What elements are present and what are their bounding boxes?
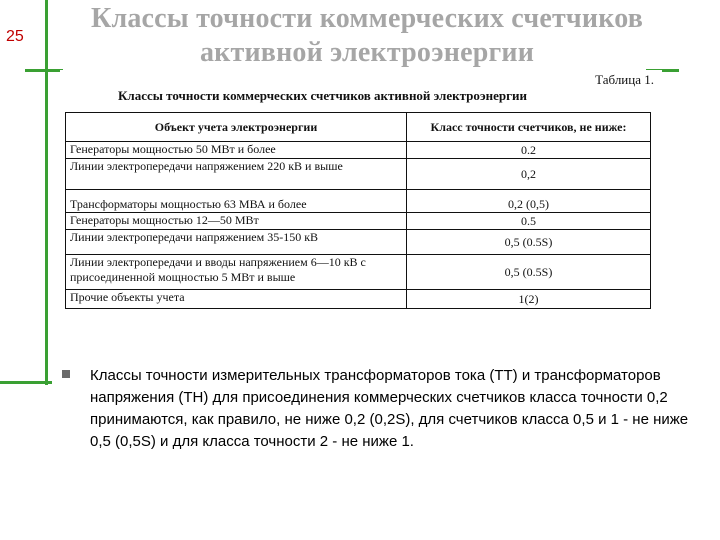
table-row bbox=[66, 159, 651, 190]
bullet-square-icon bbox=[62, 370, 70, 378]
cell-class: 0,2 (0,5) bbox=[407, 190, 651, 213]
table-row bbox=[66, 290, 651, 309]
cell-object: Линии электропередачи и вводы напряжением 6—10 кВ с присоединенной мощностью 5 МВт и выше bbox=[66, 255, 407, 290]
table-row bbox=[66, 213, 651, 230]
table-number-label: Таблица 1. bbox=[595, 72, 654, 87]
table-header-row bbox=[66, 113, 651, 142]
slide-title: Классы точности коммерческих счетчиков активной электроэнергии bbox=[90, 3, 644, 68]
header-class: Класс точности счетчиков, не ниже: bbox=[407, 113, 651, 142]
scanned-table-image bbox=[60, 70, 662, 352]
cell-class: 0,5 (0.5S) bbox=[407, 230, 651, 255]
cell-object: Линии электропередачи напряжением 220 кВ и выше bbox=[66, 159, 407, 190]
cell-object: Линии электропередачи напряжением 35-150 кВ bbox=[66, 230, 407, 255]
cell-class: 0.2 bbox=[407, 142, 651, 159]
accuracy-class-table bbox=[65, 112, 651, 309]
cell-class: 0.5 bbox=[407, 213, 651, 230]
cell-object: Трансформаторы мощностью 63 МВА и более bbox=[66, 190, 407, 213]
cell-object: Прочие объекты учета bbox=[66, 290, 407, 309]
cell-object: Генераторы мощностью 12—50 МВт bbox=[66, 213, 407, 230]
table-row bbox=[66, 190, 651, 213]
bullet-text: Классы точности измерительных трансформаторов тока (ТТ) и трансформаторов напряжения (ТН) для присоединения коммерческих счетчиков класса точности 0,2 принимаются, как правило, не ниже 0,2 (0,2S), для счетчиков класса 0,5 и 1 - не ниже 0,5 (0,5S) и для класса точности 2 - не ниже 1. bbox=[90, 367, 689, 450]
cell-class: 0,5 (0.5S) bbox=[407, 255, 651, 290]
table-caption: Классы точности коммерческих счетчиков активной электроэнергии bbox=[118, 88, 528, 103]
cell-class: 1(2) bbox=[407, 290, 651, 309]
slide-number: 25 bbox=[6, 28, 24, 45]
table-row bbox=[66, 230, 651, 255]
decorative-vertical-line bbox=[45, 0, 48, 385]
cell-class: 0,2 bbox=[407, 159, 651, 190]
header-object: Объект учета электроэнергии bbox=[66, 113, 407, 142]
table-row bbox=[66, 142, 651, 159]
cell-object: Генераторы мощностью 50 МВт и более bbox=[66, 142, 407, 159]
decorative-horizontal-line bbox=[0, 381, 52, 384]
table-row bbox=[66, 255, 651, 290]
